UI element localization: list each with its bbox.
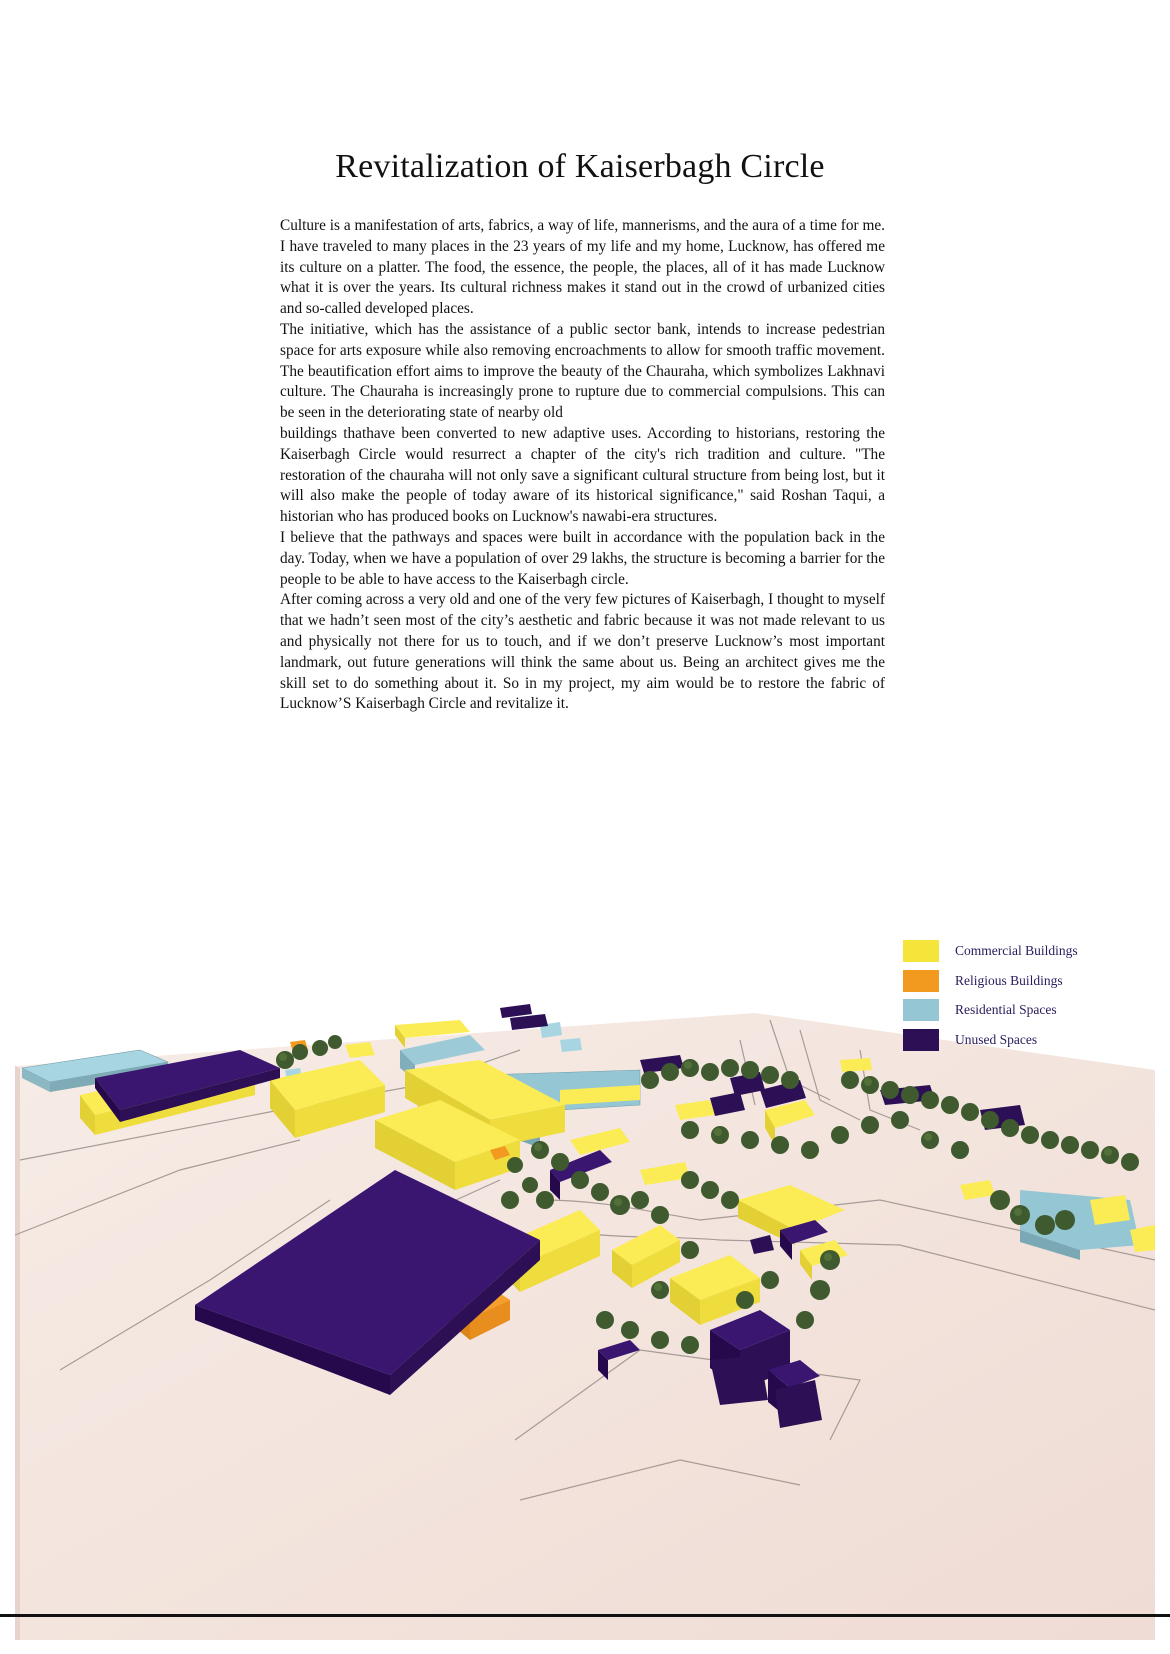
body-text [280, 216, 885, 715]
unused-swatch [903, 1029, 939, 1051]
ground-shadow-edge [15, 1066, 20, 1640]
paragraph-population: I believe that the pathways and spaces were built in accordance with the population back in the day. Today, when we have a population of over 29 lakhs, the structure is becoming a barrier for the people to be able to have access to the Kaiserbagh circle. [280, 528, 885, 588]
legend-item-religious [903, 970, 1133, 992]
commercial-swatch [903, 940, 939, 962]
legend-item-commercial [903, 940, 1133, 962]
religious-swatch [903, 970, 939, 992]
legend-label: Commercial Buildings [955, 943, 1078, 958]
legend-label: Unused Spaces [955, 1031, 1038, 1047]
legend-label: Residential Spaces [955, 1002, 1057, 1017]
paragraph-project-aim: After coming across a very old and one of the very few pictures of Kaiserbagh, I thought to myself that we hadn’t seen most of the city’s aesthetic and fabric because it was not made relevant to us and physically not there for us to touch, and if we don’t preserve Lucknow’s most important landmark, out future generations will think the same about us. Being an architect gives me the skill set to do something about it. So in my project, my aim would be to restore the fabric of Lucknow’S Kaiserbagh Circle and revitalize it. [280, 591, 885, 713]
page-title: Revitalization of Kaiserbagh Circle [335, 148, 825, 185]
legend-label: Religious Buildings [955, 972, 1063, 988]
paragraph-historians: buildings thathave been converted to new adaptive uses. According to historians, restoring the Kaiserbagh Circle would resurrect a chapter of the city's rich tradition and culture. "The restoration of the chauraha will not only save a significant cultural structure from being lost, but it will also make the people of today aware of its historical significance," said Roshan Taqui, a historian who has produced books on Lucknow's nawabi-era structures. [280, 424, 885, 526]
bottom-rule [0, 1614, 1170, 1617]
map-legend [903, 940, 1133, 1058]
legend-item-unused [903, 1029, 1133, 1051]
legend-item-residential [903, 999, 1133, 1021]
paragraph-initiative: The initiative, which has the assistance of a public sector bank, intends to increase pedestrian space for arts exposure while also removing encroachments to allow for smooth traffic movement. The beautification effort aims to improve the beauty of the Chauraha, which symbolizes Lakhnavi culture. The Chauraha is increasingly prone to rupture due to commercial compulsions. This can be seen in the deteriorating state of nearby old [280, 320, 885, 422]
paragraph-culture: Culture is a manifestation of arts, fabrics, a way of life, mannerisms, and the aura of a time for me. I have traveled to many places in the 23 years of my life and my home, Lucknow, has offered me its culture on a platter. The food, the essence, the people, the places, all of it has made Lucknow what it is over the years. Its cultural richness makes it stand out in the crowd of urbanized cities and so-called developed places. [280, 217, 885, 318]
residential-swatch [903, 999, 939, 1021]
